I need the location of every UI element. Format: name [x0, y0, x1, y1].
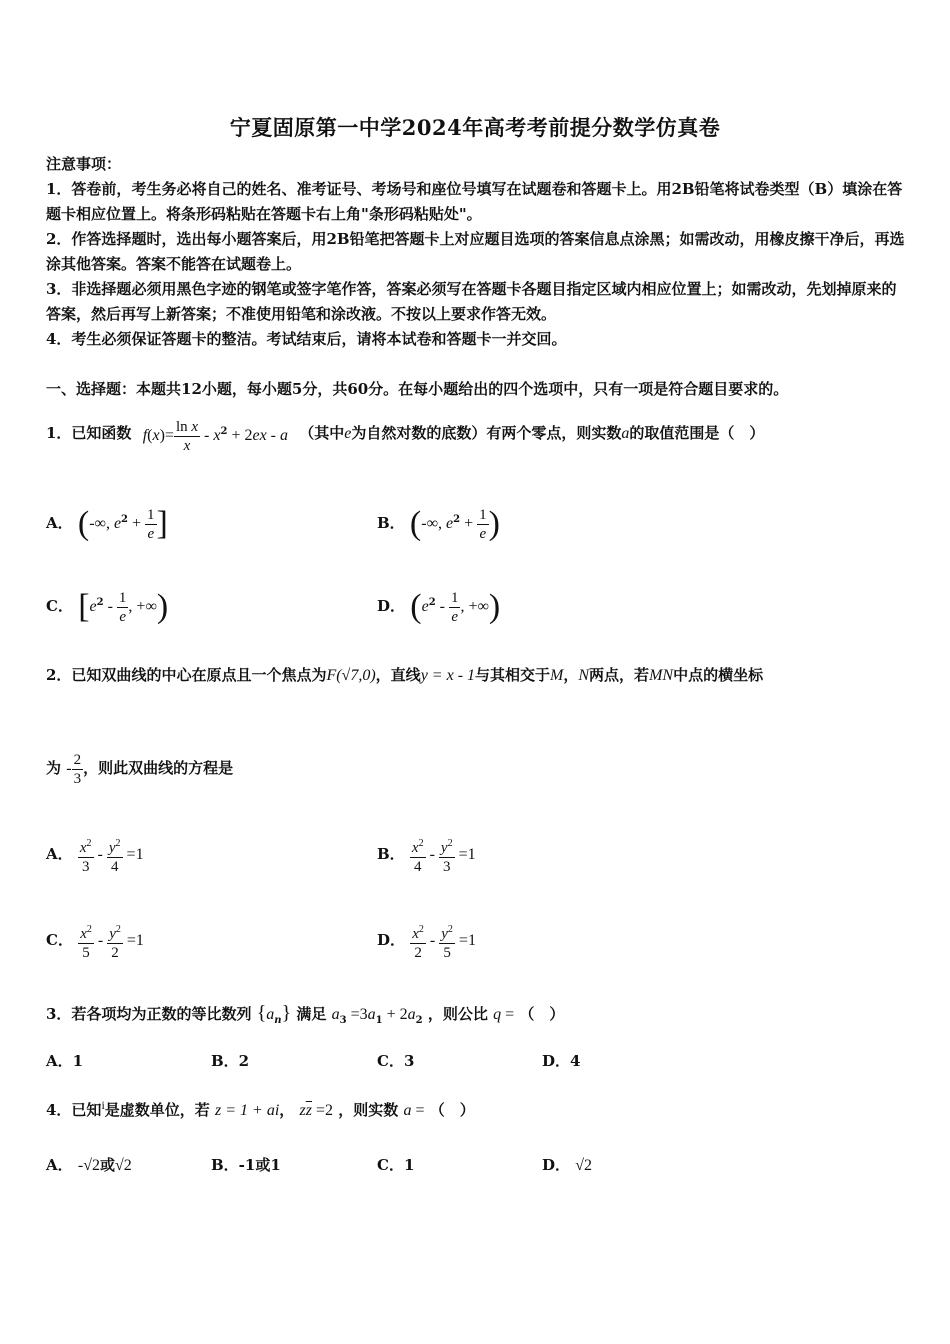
notice-item-4: 4．考生必须保证答题卡的整洁。考试结束后，请将本试卷和答题卡一并交回。 — [46, 330, 567, 348]
notice-item-1: 1．答卷前，考生务必将自己的姓名、准考证号、考场号和座位号填写在试题卷和答题卡上。用2B铅笔将试卷类型（B）填涂在答题卡相应位置上。将条形码粘贴在答题卡右上角"条形码粘贴处"。 — [46, 180, 903, 223]
q2-option-d[interactable]: D． $\frac{x^2}{2}$ - $\frac{y^2}{5}$ =1 — [377, 912, 476, 968]
q2-option-b[interactable]: B． $\frac{x^2}{4}$ - $\frac{y^2}{3}$ =1 — [377, 826, 476, 882]
q2-text-2: 与其相交于 — [475, 666, 551, 684]
q4-text-2: ，则实数 — [338, 1101, 399, 1119]
q2-text-3: ， — [563, 666, 579, 684]
q1-text-2: 为自然对数的底数）有两个零点，则实数 — [351, 424, 622, 442]
q2-prefix: 2．已知双曲线的中心在原点且一个焦点为 — [46, 666, 327, 684]
q2-focus: F(√7,0) — [326, 667, 376, 684]
notice-item-3: 3．非选择题必须用黑色字迹的钢笔或签字笔作答，答案必须写在答题卡各题目指定区域内相应位置上；如需改动，先划掉原来的答案，然后再写上新答案；不准使用铅笔和涂改液。不按以上要求作答无效。 — [46, 280, 897, 323]
q4-text-3: （ ） — [429, 1101, 475, 1119]
q1-option-d-label: D． — [377, 597, 406, 615]
q2-line2-text: ，则此双曲线的方程是 — [83, 759, 234, 777]
q3-option-c[interactable]: C．3 — [377, 1052, 415, 1070]
q3-option-b[interactable]: B．2 — [211, 1052, 250, 1070]
q1-a: a — [621, 425, 630, 442]
q1-text-1: （其中 — [299, 424, 345, 442]
question-4: 4．已知$^i$是虚数单位，若 z = 1 + ai， $z\overline{z} =2$ ，则实数 a = （ ） — [46, 1098, 475, 1119]
q4-i: i — [101, 1098, 105, 1112]
q2-mn: MN — [649, 667, 674, 684]
q2-option-a-label: A． — [46, 845, 73, 863]
q1-option-a-label: A． — [46, 514, 73, 532]
q2-text-4: 两点，若 — [589, 666, 650, 684]
question-2 — [46, 660, 763, 690]
q4-option-a[interactable]: A． -√2或√2 — [46, 1156, 132, 1174]
q2-text-1: ，直线 — [375, 666, 421, 684]
q1-prefix: 1．已知函数 — [46, 424, 132, 442]
q2-line: y = x - 1 — [420, 667, 476, 684]
q1-option-c[interactable]: C． [$e^2$ - $\frac{1}{e}$ , +∞) — [46, 588, 169, 625]
q2-m: M — [550, 667, 564, 684]
q2-line2-prefix: 为 — [46, 759, 62, 777]
q2-option-a[interactable]: A． $\frac{x^2}{3}$ - $\frac{y^2}{4}$ =1 — [46, 826, 144, 882]
q4-comma: ， — [279, 1101, 295, 1119]
question-2-line-2: 为 - $\frac{2}{3}$ ，则此双曲线的方程是 — [46, 751, 234, 787]
q3-prefix: 3．若各项均为正数的等比数列 — [46, 1005, 252, 1023]
q1-option-b-label: B． — [377, 514, 405, 532]
q1-option-a[interactable]: A． (-∞, $e^2$ + $\frac{1}{e}$ ] — [46, 505, 168, 542]
q1-option-b[interactable]: B． (-∞, $e^2$ + $\frac{1}{e}$ ) — [377, 505, 500, 542]
notice-item-2: 2．作答选择题时，选出每小题答案后，用2B铅笔把答题卡上对应题目选项的答案信息点涂黑；如需改动，用橡皮擦干净后，再选涂其他答案。答案不能答在试题卷上。 — [46, 230, 905, 273]
q1-option-d[interactable]: D． ($e^2$ - $\frac{1}{e}$ , +∞) — [377, 588, 501, 625]
q2-n: N — [578, 667, 590, 684]
q2-option-c[interactable]: C． $\frac{x^2}{5}$ - $\frac{y^2}{2}$ =1 — [46, 912, 144, 968]
q4-option-a-or: 或 — [99, 1156, 115, 1174]
q2-text-5: 中点的横坐标 — [673, 666, 764, 684]
q4-option-d-label: D． — [542, 1156, 571, 1174]
question-3: 3．若各项均为正数的等比数列 $\{a_n\}$ 满足 $a_3 =3a_1 + 2a_2$ ，则公比 q = （ ） — [46, 1002, 565, 1026]
q4-option-c[interactable]: C．1 — [377, 1156, 415, 1174]
question-1 — [46, 402, 764, 462]
q4-option-d[interactable]: D． √2 — [542, 1156, 593, 1174]
q2-option-c-label: C． — [46, 931, 73, 949]
page-title: 宁夏固原第一中学2024年高考考前提分数学仿真卷 — [229, 115, 721, 140]
notice-heading: 注意事项： — [46, 155, 122, 173]
q4-prefix: 4．已知 — [46, 1101, 102, 1119]
q1-text-3: 的取值范围是（ ） — [629, 424, 765, 442]
q1-function: f(x)= $\frac{\text{ln x}}{x}$ - $x^2 + 2ex - a$ — [142, 418, 288, 454]
q3-text-1: 满足 — [296, 1005, 327, 1023]
q3-option-a[interactable]: A．1 — [46, 1052, 84, 1070]
section-heading: 一、选择题：本题共12小题，每小题5分，共60分。在每小题给出的四个选项中，只有一项是符合题目要求的。 — [46, 380, 789, 398]
q1-option-c-label: C． — [46, 597, 73, 615]
q4-option-b[interactable]: B．-1或1 — [211, 1156, 281, 1174]
q3-option-d[interactable]: D．4 — [542, 1052, 581, 1070]
q3-text-2: ，则公比 — [427, 1005, 488, 1023]
q2-option-b-label: B． — [377, 845, 405, 863]
q1-e: e — [344, 425, 352, 442]
q3-text-3: （ ） — [519, 1005, 565, 1023]
q4-z-expr: z = 1 + ai — [215, 1102, 280, 1119]
q4-text-1: 是虚数单位，若 — [104, 1101, 210, 1119]
q2-option-d-label: D． — [377, 931, 406, 949]
q4-option-a-label: A． — [46, 1156, 73, 1174]
